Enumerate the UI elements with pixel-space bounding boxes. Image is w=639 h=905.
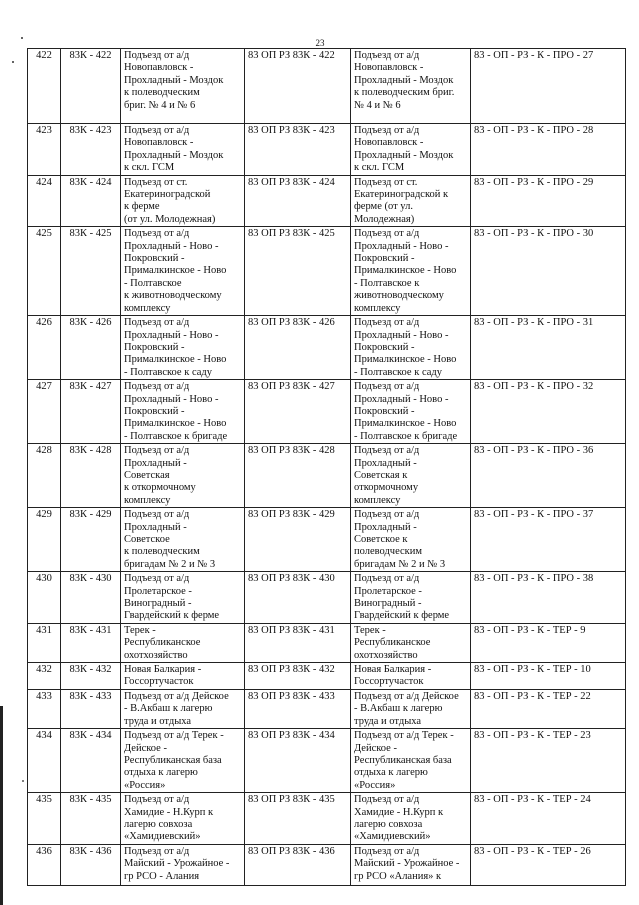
road-identifier: 83 ОП РЗ 83К - 425 — [245, 227, 351, 316]
table-row — [28, 124, 626, 176]
road-class-code: 83 - ОП - РЗ - К - ТЕР - 24 — [471, 793, 626, 845]
road-identifier: 83 ОП РЗ 83К - 430 — [245, 572, 351, 624]
table-row — [28, 380, 626, 444]
road-code: 83К - 427 — [61, 380, 121, 444]
road-name: Подъезд от а/д Терек - Дейское - Республиканская база отдыха к лагерю «Россия» — [121, 729, 245, 793]
road-name-repeat: Подъезд от а/д Новопавловск - Прохладный - Моздок к скл. ГСМ — [351, 124, 471, 176]
road-code: 83К - 435 — [61, 793, 121, 845]
road-code: 83К - 433 — [61, 689, 121, 728]
road-name: Подъезд от а/д Прохладный - Советская к откормочному комплексу — [121, 444, 245, 508]
road-class-code: 83 - ОП - РЗ - К - ПРО - 38 — [471, 572, 626, 624]
road-name: Терек - Республиканское охотхозяйство — [121, 623, 245, 662]
road-name-repeat: Подъезд от а/д Прохладный - Ново - Покровский - Прималкинское - Ново - Полтавское к животноводческому комплексу — [351, 227, 471, 316]
page-number: 23 — [315, 38, 325, 48]
road-identifier: 83 ОП РЗ 83К - 426 — [245, 316, 351, 380]
road-class-code: 83 - ОП - РЗ - К - ПРО - 27 — [471, 49, 626, 124]
row-number: 429 — [28, 508, 61, 572]
road-code: 83К - 436 — [61, 844, 121, 885]
road-name: Подъезд от а/д Новопавловск - Прохладный - Моздок к полеводческим бриг. № 4 и № 6 — [121, 49, 245, 124]
table-row — [28, 49, 626, 124]
row-number: 434 — [28, 729, 61, 793]
road-identifier: 83 ОП РЗ 83К - 431 — [245, 623, 351, 662]
road-code: 83К - 425 — [61, 227, 121, 316]
road-class-code: 83 - ОП - РЗ - К - ПРО - 28 — [471, 124, 626, 176]
road-name-repeat: Подъезд от а/д Прохладный - Ново - Покровский - Прималкинское - Ново - Полтавское к бригаде — [351, 380, 471, 444]
road-name: Подъезд от а/д Майский - Урожайное - гр РСО - Алания — [121, 844, 245, 885]
scan-speck — [21, 37, 23, 39]
table-row — [28, 689, 626, 728]
table-row — [28, 227, 626, 316]
scan-speck — [22, 780, 24, 782]
road-code: 83К - 424 — [61, 175, 121, 227]
road-class-code: 83 - ОП - РЗ - К - ПРО - 37 — [471, 508, 626, 572]
row-number: 426 — [28, 316, 61, 380]
road-code: 83К - 429 — [61, 508, 121, 572]
table-row — [28, 844, 626, 885]
road-class-code: 83 - ОП - РЗ - К - ТЕР - 26 — [471, 844, 626, 885]
road-name: Подъезд от ст. Екатериноградской к ферме (от ул. Молодежная) — [121, 175, 245, 227]
road-code: 83К - 426 — [61, 316, 121, 380]
roads-register-table — [27, 48, 626, 886]
road-identifier: 83 ОП РЗ 83К - 434 — [245, 729, 351, 793]
road-name-repeat: Подъезд от а/д Прохладный - Советская к откормочному комплексу — [351, 444, 471, 508]
road-name-repeat: Подъезд от а/д Прохладный - Ново - Покровский - Прималкинское - Ново - Полтавское к саду — [351, 316, 471, 380]
road-code: 83К - 431 — [61, 623, 121, 662]
row-number: 423 — [28, 124, 61, 176]
road-identifier: 83 ОП РЗ 83К - 423 — [245, 124, 351, 176]
road-code: 83К - 428 — [61, 444, 121, 508]
table-row — [28, 508, 626, 572]
road-name: Подъезд от а/д Пролетарское - Виноградный - Гвардейский к ферме — [121, 572, 245, 624]
row-number: 425 — [28, 227, 61, 316]
row-number: 433 — [28, 689, 61, 728]
road-name-repeat: Подъезд от а/д Прохладный - Советское к полеводческим бригадам № 2 и № 3 — [351, 508, 471, 572]
road-identifier: 83 ОП РЗ 83К - 436 — [245, 844, 351, 885]
road-name-repeat: Подъезд от а/д Дейское - В.Акбаш к лагерю труда и отдыха — [351, 689, 471, 728]
road-class-code: 83 - ОП - РЗ - К - ПРО - 29 — [471, 175, 626, 227]
road-class-code: 83 - ОП - РЗ - К - ПРО - 31 — [471, 316, 626, 380]
road-class-code: 83 - ОП - РЗ - К - ТЕР - 10 — [471, 663, 626, 690]
road-name: Подъезд от а/д Прохладный - Советское к полеводческим бригадам № 2 и № 3 — [121, 508, 245, 572]
table-row — [28, 729, 626, 793]
table-row — [28, 793, 626, 845]
row-number: 427 — [28, 380, 61, 444]
road-class-code: 83 - ОП - РЗ - К - ТЕР - 23 — [471, 729, 626, 793]
road-name-repeat: Новая Балкария - Госсортучасток — [351, 663, 471, 690]
row-number: 436 — [28, 844, 61, 885]
road-name: Подъезд от а/д Прохладный - Ново - Покровский - Прималкинское - Ново - Полтавское к бригаде — [121, 380, 245, 444]
road-identifier: 83 ОП РЗ 83К - 422 — [245, 49, 351, 124]
road-name-repeat: Терек - Республиканское охотхозяйство — [351, 623, 471, 662]
road-code: 83К - 430 — [61, 572, 121, 624]
table-row — [28, 663, 626, 690]
road-class-code: 83 - ОП - РЗ - К - ПРО - 30 — [471, 227, 626, 316]
road-name: Подъезд от а/д Дейское - В.Акбаш к лагерю труда и отдыха — [121, 689, 245, 728]
road-class-code: 83 - ОП - РЗ - К - ТЕР - 22 — [471, 689, 626, 728]
row-number: 435 — [28, 793, 61, 845]
table-row — [28, 316, 626, 380]
row-number: 422 — [28, 49, 61, 124]
table-row — [28, 175, 626, 227]
road-name: Подъезд от а/д Прохладный - Ново - Покровский - Прималкинское - Ново - Полтавское к животноводческому комплексу — [121, 227, 245, 316]
scan-speck — [12, 61, 14, 63]
table-row — [28, 572, 626, 624]
road-code: 83К - 422 — [61, 49, 121, 124]
road-class-code: 83 - ОП - РЗ - К - ПРО - 36 — [471, 444, 626, 508]
road-identifier: 83 ОП РЗ 83К - 432 — [245, 663, 351, 690]
road-code: 83К - 432 — [61, 663, 121, 690]
table-row — [28, 444, 626, 508]
table-row — [28, 623, 626, 662]
road-identifier: 83 ОП РЗ 83К - 435 — [245, 793, 351, 845]
road-code: 83К - 434 — [61, 729, 121, 793]
row-number: 430 — [28, 572, 61, 624]
road-name-repeat: Подъезд от ст. Екатериноградской к ферме (от ул. Молодежная) — [351, 175, 471, 227]
road-identifier: 83 ОП РЗ 83К - 433 — [245, 689, 351, 728]
road-name-repeat: Подъезд от а/д Майский - Урожайное - гр РСО «Алания» к — [351, 844, 471, 885]
road-name-repeat: Подъезд от а/д Новопавловск - Прохладный - Моздок к полеводческим бриг. № 4 и № 6 — [351, 49, 471, 124]
road-name: Новая Балкария - Госсортучасток — [121, 663, 245, 690]
row-number: 428 — [28, 444, 61, 508]
road-class-code: 83 - ОП - РЗ - К - ТЕР - 9 — [471, 623, 626, 662]
table-body — [28, 49, 626, 886]
road-identifier: 83 ОП РЗ 83К - 427 — [245, 380, 351, 444]
road-name: Подъезд от а/д Прохладный - Ново - Покровский - Прималкинское - Ново - Полтавское к саду — [121, 316, 245, 380]
road-class-code: 83 - ОП - РЗ - К - ПРО - 32 — [471, 380, 626, 444]
road-name: Подъезд от а/д Хамидие - Н.Курп к лагерю совхоза «Хамидиевский» — [121, 793, 245, 845]
road-identifier: 83 ОП РЗ 83К - 424 — [245, 175, 351, 227]
road-code: 83К - 423 — [61, 124, 121, 176]
road-name-repeat: Подъезд от а/д Пролетарское - Виноградный - Гвардейский к ферме — [351, 572, 471, 624]
road-name: Подъезд от а/д Новопавловск - Прохладный - Моздок к скл. ГСМ — [121, 124, 245, 176]
road-identifier: 83 ОП РЗ 83К - 429 — [245, 508, 351, 572]
road-name-repeat: Подъезд от а/д Хамидие - Н.Курп к лагерю совхоза «Хамидиевский» — [351, 793, 471, 845]
row-number: 432 — [28, 663, 61, 690]
row-number: 431 — [28, 623, 61, 662]
road-identifier: 83 ОП РЗ 83К - 428 — [245, 444, 351, 508]
road-name-repeat: Подъезд от а/д Терек - Дейское - Республиканская база отдыха к лагерю «Россия» — [351, 729, 471, 793]
row-number: 424 — [28, 175, 61, 227]
scan-edge-mark — [0, 706, 3, 905]
